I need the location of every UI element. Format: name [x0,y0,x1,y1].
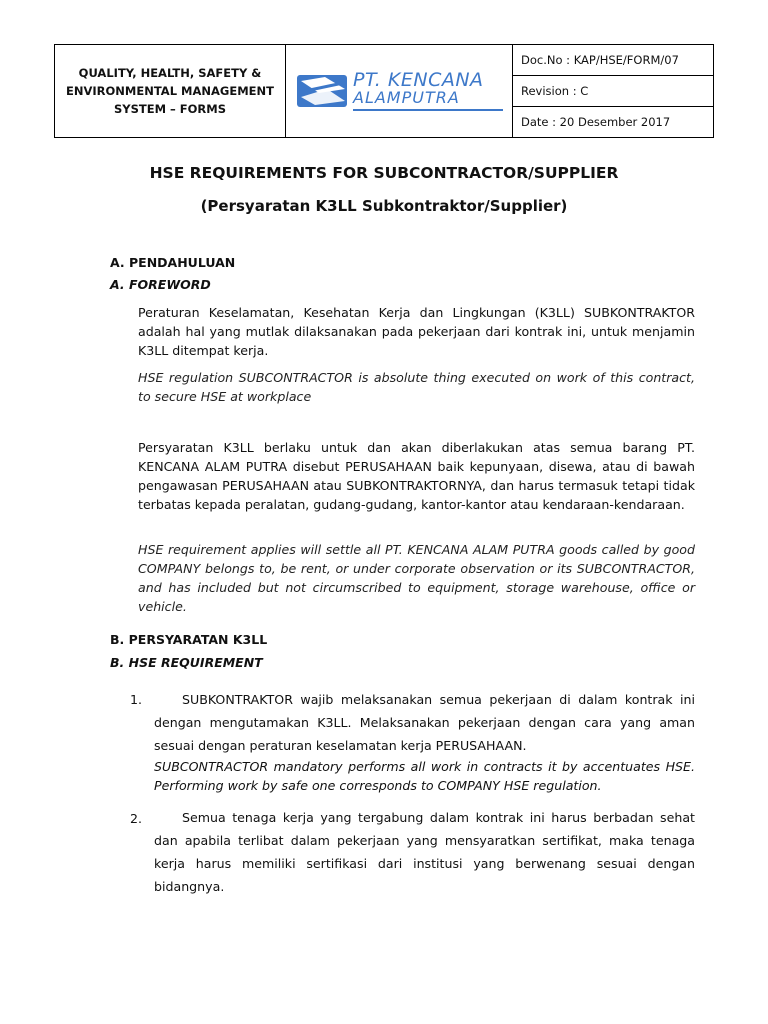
section-a-paragraph-2-en: HSE requirement applies will settle all PT. KENCANA ALAM PUTRA goods called by good COMPANY belongs to, be rent, or under corporate observation or its SUBCONTRACTOR, and has included but not circumscribed to equipment, storage warehouse, office or vehicle. [138,542,695,614]
doc-date: Date : 20 Desember 2017 [521,115,671,129]
document-header [54,44,714,138]
section-a-heading-en: A. FOREWORD [110,277,211,292]
doc-meta [513,45,713,137]
section-b-heading-en: B. HSE REQUIREMENT [110,655,263,670]
section-a-paragraph-1-en: HSE regulation SUBCONTRACTOR is absolute thing executed on work of this contract, to secure HSE at workplace [138,370,695,404]
list-item-text: SUBKONTRAKTOR wajib melaksanakan semua pekerjaan di dalam kontrak ini dengan mengutamakan K3LL. Melaksanakan pekerjaan dengan cara yang aman sesuai dengan peraturan keselamatan kerja PERUSAHAAN. [154,692,695,753]
logo-line-1: PT. KENCANA [353,69,484,91]
list-item [154,688,695,795]
page-subtitle: (Persyaratan K3LL Subkontraktor/Supplier) [200,197,568,215]
list-item [154,806,695,898]
company-logo [286,45,513,137]
doc-revision: Revision : C [513,76,713,107]
system-title: QUALITY, HEALTH, SAFETY & ENVIRONMENTAL MANAGEMENT SYSTEM – FORMS [55,45,286,137]
list-item-number: 2. [130,811,143,826]
section-a-paragraph-1: Peraturan Keselamatan, Kesehatan Kerja dan Lingkungan (K3LL) SUBKONTRAKTOR adalah hal yang mutlak dilaksanakan pada pekerjaan dari kontrak ini, untuk menjamin K3LL ditempat kerja. [138,305,695,358]
page-title: HSE REQUIREMENTS FOR SUBCONTRACTOR/SUPPLIER [149,164,619,182]
list-item-text: Semua tenaga kerja yang tergabung dalam kontrak ini harus berbadan sehat dan apabila terlibat dalam pekerjaan yang mensyaratkan sertifikat, maka tenaga kerja harus memiliki sertifikasi dari institusi yang berwenang sesuai dengan bidangnya. [154,810,695,894]
section-a-paragraph-2: Persyaratan K3LL berlaku untuk dan akan diberlakukan atas semua barang PT. KENCANA ALAM PUTRA disebut PERUSAHAAN baik kepunyaan, disewa, atau di bawah pengawasan PERUSAHAAN atau SUBKONTRAKTORNYA, dan harus termasuk tetapi tidak terbatas kepada peralatan, gudang-gudang, kantor-kantor atau kendaraan-kendaraan. [138,440,695,512]
logo-line-2: ALAMPUTRA [353,88,460,107]
doc-number: Doc.No : KAP/HSE/FORM/07 [513,45,713,76]
section-a-heading: A. PENDAHULUAN [110,255,236,270]
section-b-heading: B. PERSYARATAN K3LL [110,632,268,647]
list-item-number: 1. [130,692,143,707]
logo-underline [353,109,503,111]
company-emblem-icon [295,71,351,111]
list-item-text-en: SUBCONTRACTOR mandatory performs all work in contracts it by accentuates HSE. Performing work by safe one corresponds to COMPANY HSE regulation. [154,759,695,793]
